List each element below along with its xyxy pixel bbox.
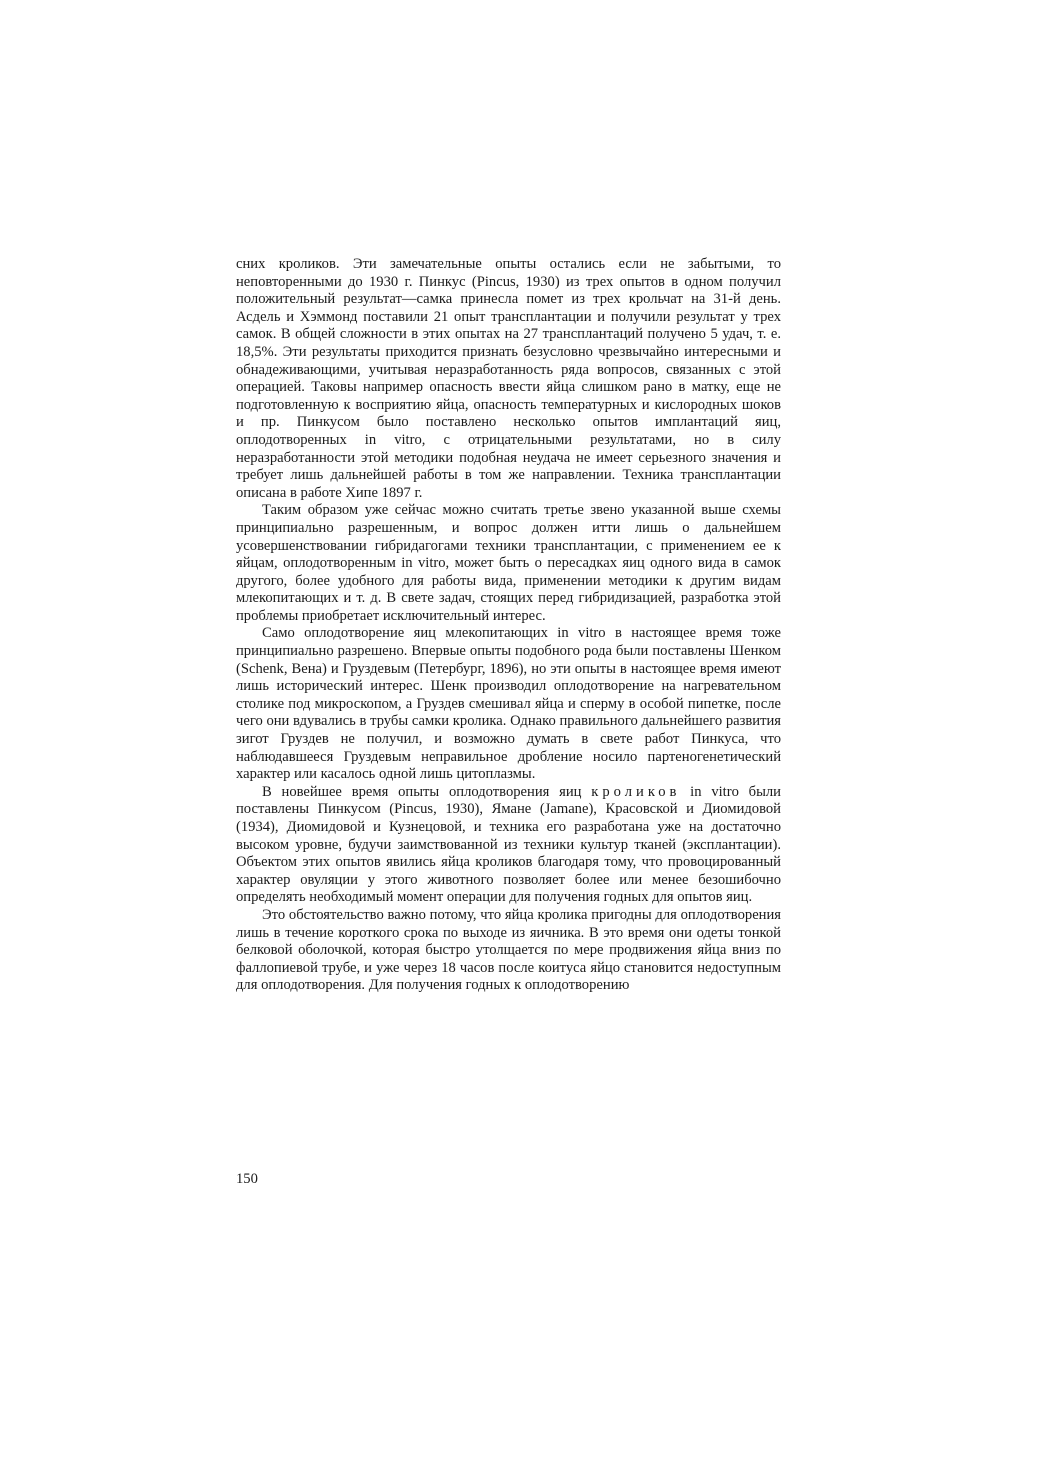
- paragraph-3: Само оплодотворение яиц млекопитающих in vitro в настоящее время тоже принципиально разрешено. Впервые опыты подобного рода были поставлены Шенком (Schenk, Вена) и Груздевым (Петербург, 1896), но эти опыты в настоящее время имеют лишь исторический интерес. Шенк производил оплодотворение на нагревательном столике под микроскопом, а Груздев смешивал яйца и сперму в особой пипетке, после чего они вдувались в трубы самки кролика. Однако правильного дальнейшего развития зигот Груздев не получил, и возможно думать в свете работ Пинкуса, что наблюдавшееся Груздевым неправильное дробление носило партеногенетический характер или касалось одной лишь цитоплазмы.: [236, 625, 781, 783]
- paragraph-2: Таким образом уже сейчас можно считать третье звено указанной выше схемы принципиально разрешенным, и вопрос должен итти лишь о дальнейшем усовершенствовании гибридагогами техники трансплантации, с применением ее к яйцам, оплодотворенным in vitro, может быть о пересадках яиц одного вида в самок другого, более удобного для работы вида, применении методики к другим видам млекопитающих и т. д. В свете задач, стоящих перед гибридизацией, разработка этой проблемы приобретает исключительный интерес.: [236, 502, 781, 624]
- paragraph-5: Это обстоятельство важно потому, что яйца кролика пригодны для оплодотворения лишь в течение короткого срока по выходе из яичника. В это время они одеты тонкой белковой оболочкой, которая быстро утолщается по мере продвижения яйца вниз по фаллопиевой трубе, и уже через 18 часов после коитуса яйцо становится недоступным для оплодотворения. Для получения годных к оплодотворению: [236, 906, 781, 994]
- paragraph-4-lead: В новейшее время опыты оплодотворения яиц: [262, 783, 592, 800]
- page-number: 150: [236, 1171, 258, 1187]
- paragraph-4: [236, 784, 781, 907]
- paragraph-4-body: in vitro были поставлены Пинкусом (Pincus, 1930), Ямане (Jamane), Красовской и Диомидовой (1934), Диомидовой и Кузнецовой, и техника его разработана уже на достаточно высоком уровне, будучи заимствованной из техники культур тканей (эксплантации). Объектом этих опытов явились яйца кроликов благодаря тому, что провоцированный характер овуляции у этого животного позволяет более или менее безошибочно определять необходимый момент операции для получения годных для опытов яиц.: [236, 783, 781, 906]
- paragraph-1: сних кроликов. Эти замечательные опыты остались если не забытыми, то неповторенными до 1930 г. Пинкус (Pincus, 1930) из трех опытов в одном получил положительный результат—самка принесла помет из трех крольчат на 31-й день. Асдель и Хэммонд поставили 21 опыт трансплантации и получили результат у трех самок. В общей сложности в этих опытах на 27 трансплантаций получено 5 удач, т. е. 18,5%. Эти результаты приходится признать безусловно чрезвычайно интересными и обнадеживающими, учитывая неразработанность ряда вопросов, связанных с этой операцией. Таковы например опасность ввести яйца слишком рано в матку, еще не подготовленную к восприятию яйца, опасность температурных и кислородных шоков и пр. Пинкусом было поставлено несколько опытов имплантаций яиц, оплодотворенных in vitro, с отрицательными результатами, но в силу неразработанности этой методики подобная неудача не имеет серьезного значения и требует лишь дальнейшей работы в том же направлении. Техника трансплантации описана в работе Хипе 1897 г.: [236, 256, 781, 501]
- text-column: [236, 256, 781, 995]
- paragraph-4-spaced-word: кроликов: [591, 783, 681, 800]
